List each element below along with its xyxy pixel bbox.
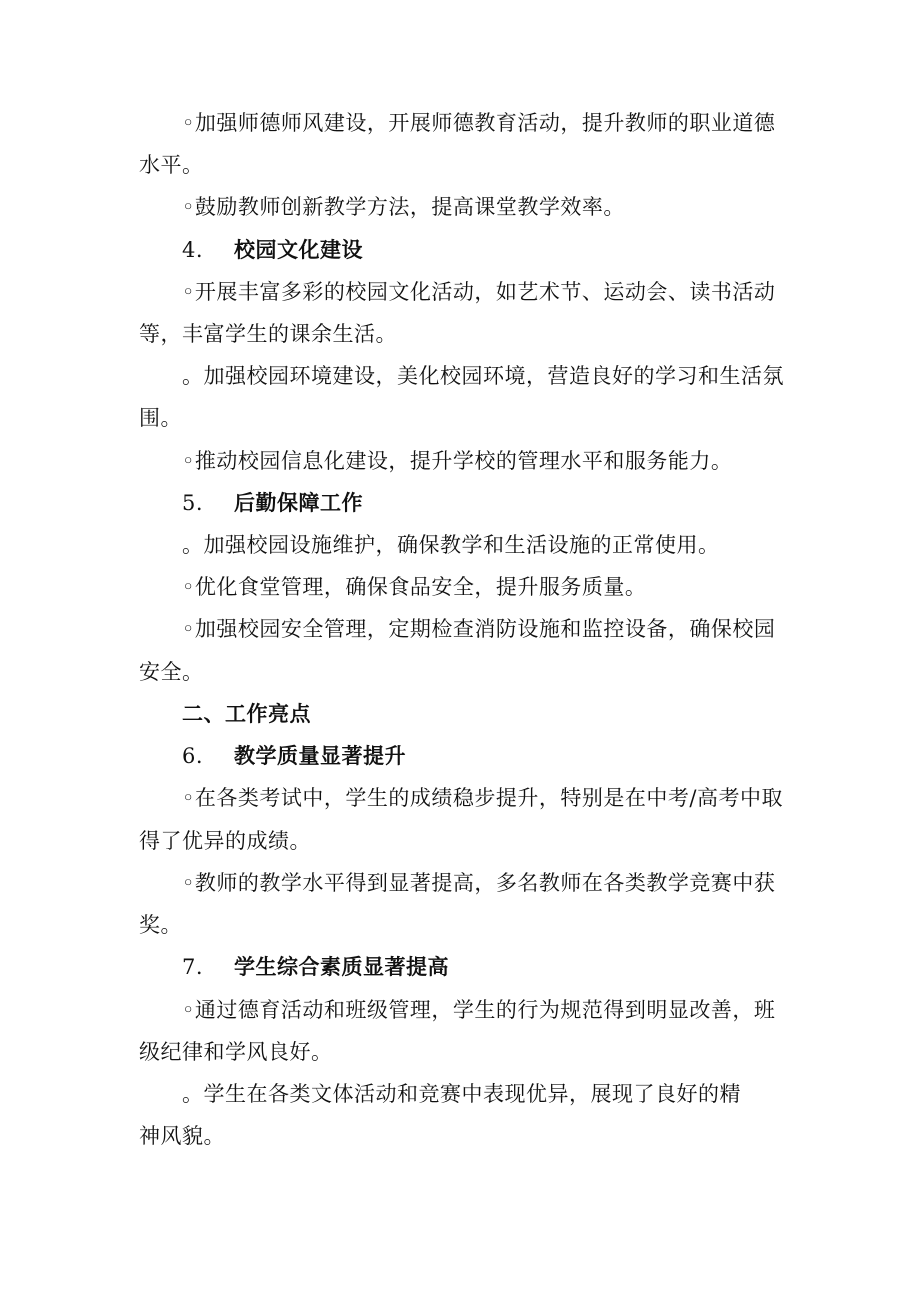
section-number: 7. [182,955,204,979]
paragraph-line: 围。 [139,406,182,430]
paragraph-line: ◦加强校园安全管理，定期检查消防设施和监控设备，确保校园 [182,617,776,641]
paragraph-line: 神风貌。 [139,1124,225,1148]
section-heading [182,741,842,771]
paragraph-line: 级纪律和学风良好。 [139,1040,333,1064]
paragraph-line: ◦优化食堂管理，确保食品安全，提升服务质量。 [182,575,647,599]
paragraph-line: 得了优异的成绩。 [139,829,311,853]
section-number: 6. [182,744,204,768]
section-title: 后勤保障工作 [234,490,363,515]
section-title: 教学质量显著提升 [234,743,406,768]
paragraph-line: 。加强校园环境建设，美化校园环境，营造良好的学习和生活氛 [182,364,784,388]
paragraph-line: ◦通过德育活动和班级管理，学生的行为规范得到明显改善，班 [182,998,776,1022]
paragraph-line: ◦教师的教学水平得到显著提高，多名教师在各类教学竞赛中获 [182,871,776,895]
paragraph-line: 。学生在各类文体活动和竞赛中表现优异，展现了良好的精 [182,1082,741,1106]
chapter-heading [182,699,842,729]
paragraph-line: 。加强校园设施维护，确保教学和生活设施的正常使用。 [182,533,720,557]
paragraph-line: ◦推动校园信息化建设，提升学校的管理水平和服务能力。 [182,449,733,473]
paragraph-line: ◦在各类考试中，学生的成绩稳步提升，特别是在中考/高考中取 [182,786,783,810]
paragraph-line: ◦开展丰富多彩的校园文化活动，如艺术节、运动会、读书活动 [182,280,776,304]
section-heading [182,488,842,518]
section-number: 4. [182,238,204,262]
section-heading [182,235,842,265]
paragraph-line: 等，丰富学生的课余生活。 [139,322,397,346]
section-number: 5. [182,491,204,515]
section-heading [182,952,842,982]
section-title: 校园文化建设 [234,237,363,262]
paragraph-line: 安全。 [139,660,204,684]
chapter-title: 二、工作亮点 [182,701,311,726]
section-title: 学生综合素质显著提高 [234,954,449,979]
paragraph-line: 水平。 [139,153,204,177]
paragraph-line: ◦鼓励教师创新教学方法，提高课堂教学效率。 [182,195,625,219]
paragraph-line: 奖。 [139,913,182,937]
paragraph-line: ◦加强师德师风建设，开展师德教育活动，提升教师的职业道德 [182,111,776,135]
